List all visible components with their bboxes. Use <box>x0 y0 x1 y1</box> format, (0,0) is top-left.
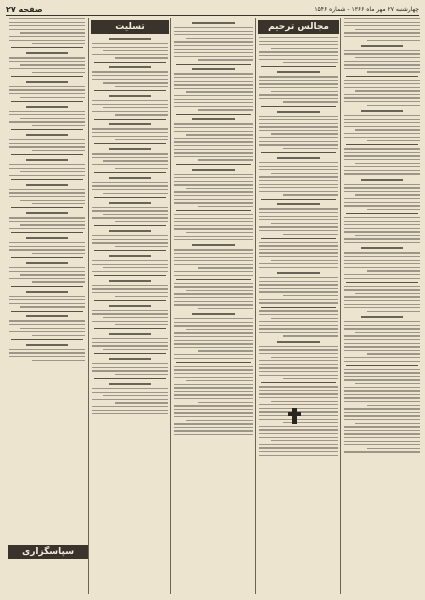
column-5 <box>6 18 88 594</box>
column-1 <box>340 18 423 594</box>
page-header <box>6 3 419 16</box>
obituary-banner: مجالس ترحیم <box>258 20 339 34</box>
column-3 <box>170 18 256 594</box>
column-4 <box>88 18 171 594</box>
thanks-banner: سپاسگزاری <box>8 545 88 559</box>
issue-date: چهارشنبه ۲۷ مهر ماه ۱۳۶۶ - شماره ۱۵۴۶ <box>314 5 419 13</box>
condolence-banner: تسلیت <box>91 20 169 34</box>
column-2 <box>255 18 341 594</box>
cross-icon <box>292 408 297 424</box>
page-number: صفحه ۲۷ <box>6 4 43 14</box>
